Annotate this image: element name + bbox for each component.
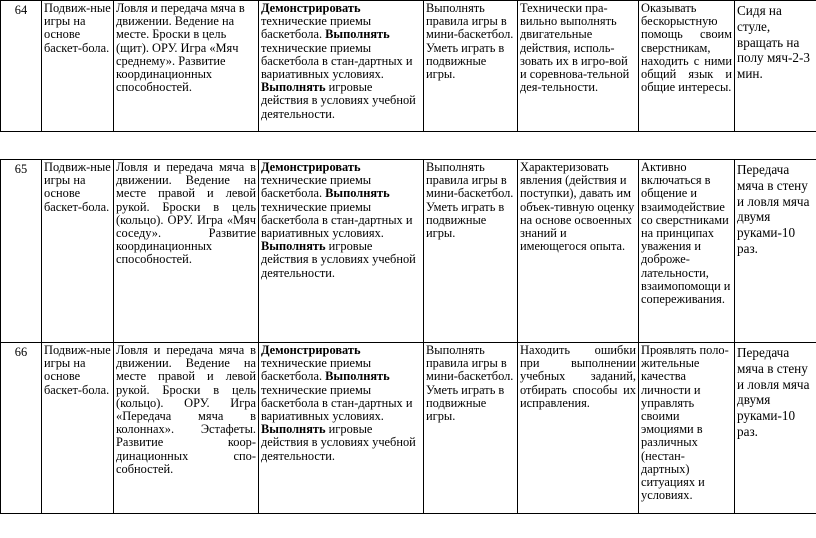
subject-results [259,343,424,514]
lesson-number: 64 [1,1,42,132]
lesson-topic: Подвиж-ные игры на основе баскет-бола. [42,1,114,132]
subject-keyword-perform: Выполнять [325,27,390,42]
homework: Передача мяча в стену и ловля мяча двумя руками-10 раз. [735,160,816,343]
lesson-content: Ловля и передача мяча в движении. Ведение на месте. Броски в цель (щит). ОРУ. Игра «Мяч среднему». Развитие координационных способностей. [114,1,259,132]
meta-results: Технически пра-вильно выполнять двигательные действия, исполь-зовать их в игро-вой и соревнова-тельной дея-тельности. [518,1,639,132]
lesson-content: Ловля и передача мяча в движении. Ведение на месте правой и левой рукой. Броски в цель (кольцо). ОРУ. Игра «Передача мяча в колоннах». Эстафеты. Развитие коор-динационных спо-собностей. [114,343,259,514]
subject-text-3: игровые действия в условиях учебной деятельности. [261,239,416,280]
lesson-content: Ловля и передача мяча в движении. Ведение на месте правой и левой рукой. Броски в цель (кольцо). ОРУ. Игра «Мяч соседу». Развитие координационных способностей. [114,160,259,343]
personal-results: Оказывать бескорыстную помощь своим сверстникам, находить с ними общий язык и общие интересы. [639,1,735,132]
table-row-65 [1,160,816,343]
subject-keyword-perform: Выполнять [325,186,390,201]
subject-text-2: технические приемы баскетбола в стан-дартных и вариативных условиях. [261,382,413,424]
table-row-64 [1,1,816,132]
meta-results: Находить ошибки при выполнении учебных заданий, отбирать способы их исправления. [518,343,639,514]
personal-results: Активно включаться в общение и взаимодействие со сверстниками на принципах уважения и доброже-лательности, взаимопомощи и сопереживания. [639,160,735,343]
homework: Сидя на стуле, вращать на полу мяч-2-3 мин. [735,1,816,132]
lesson-topic: Подвиж-ные игры на основе баскет-бола. [42,160,114,343]
subject-results [259,160,424,343]
game-rules: Выполнять правила игры в мини-баскетбол. Уметь играть в подвижные игры. [424,160,518,343]
subject-keyword-demonstrate: Демонстрировать [261,343,361,357]
subject-text-1: технические приемы баскетбола. [261,173,372,201]
subject-text-1: технические приемы баскетбола. [261,356,372,384]
subject-keyword-demonstrate: Демонстрировать [261,160,361,174]
subject-keyword-perform-2: Выполнять [261,422,326,437]
game-rules: Выполнять правила игры в мини-баскетбол. Уметь играть в подвижные игры. [424,343,518,514]
lesson-number: 65 [1,160,42,343]
homework: Передача мяча в стену и ловля мяча двумя руками-10 раз. [735,343,816,514]
subject-text-3: игровые действия в условиях учебной деятельности. [261,422,416,463]
subject-results [259,1,424,132]
table-row-66 [1,343,816,514]
lesson-table-top [0,0,816,132]
lesson-topic: Подвиж-ные игры на основе баскет-бола. [42,343,114,514]
subject-keyword-perform-2: Выполнять [261,80,326,95]
subject-keyword-demonstrate: Демонстрировать [261,1,361,15]
subject-text-1: технические приемы баскетбола. [261,14,372,42]
lesson-table-bottom [0,159,816,514]
subject-keyword-perform: Выполнять [325,369,390,384]
subject-text-3: игровые действия в условиях учебной деятельности. [261,80,416,121]
meta-results: Характеризовать явления (действия и поступки), давать им объек-тивную оценку на основе освоенных знаний и имеющегося опыта. [518,160,639,343]
lesson-number: 66 [1,343,42,514]
personal-results: Проявлять поло-жительные качества личности и управлять своими эмоциями в различных (нестан-дартных) ситуациях и условиях. [639,343,735,514]
subject-text-2: технические приемы баскетбола в стан-дартных и вариативных условиях. [261,199,413,241]
subject-text-2: технические приемы баскетбола в стан-дартных и вариативных условиях. [261,40,413,82]
subject-keyword-perform-2: Выполнять [261,239,326,254]
game-rules: Выполнять правила игры в мини-баскетбол. Уметь играть в подвижные игры. [424,1,518,132]
